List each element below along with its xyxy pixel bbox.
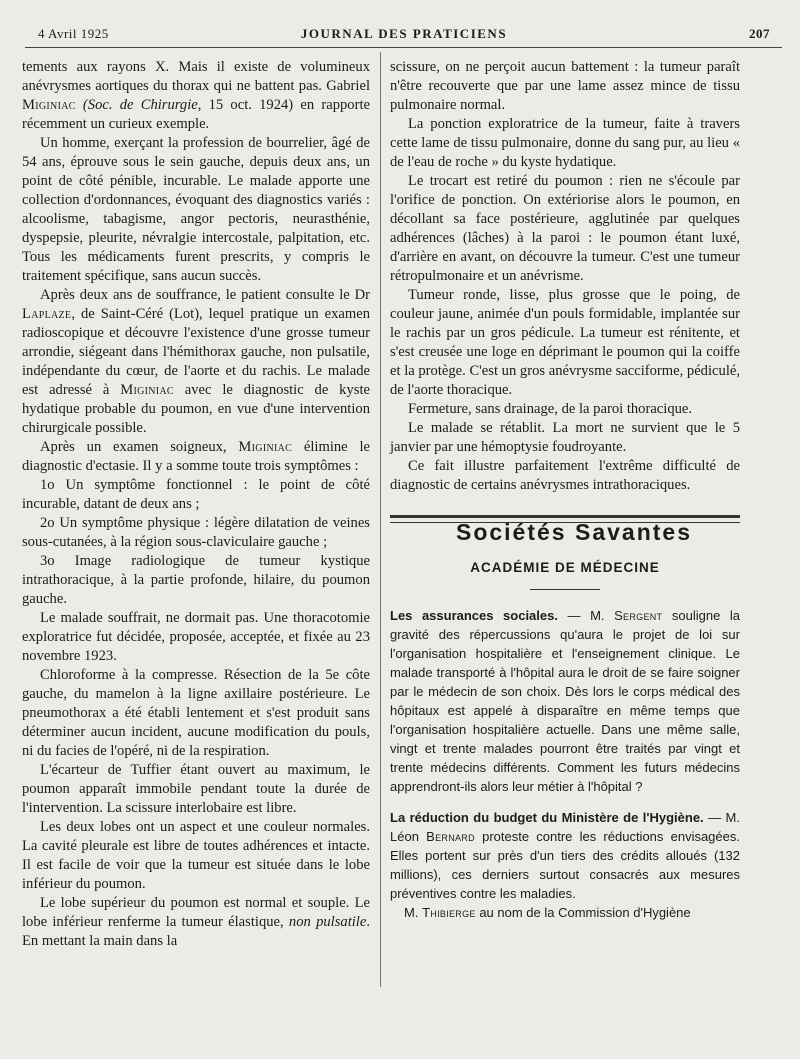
author-name: Miginiac bbox=[120, 382, 174, 398]
paragraph: Un homme, exerçant la profession de bourrelier, âgé de 54 ans, éprouve sous le sein gauche, depuis deux ans, un point de côté pénible, incurable. Le malade apporte une collection d'ordonnances, évoquant des diagnostics variés : alcoolisme, tabagisme, angor pectoris, neurasthénie, dyspepsie, pleurite, névralgie intercostale, palpitation, etc. Tous les médicaments furent prescrits, y compris le traitement spécifique, sans aucun succès. bbox=[22, 135, 370, 284]
report-heading: La réduction du budget du Ministère de l'Hygiène. bbox=[390, 810, 704, 825]
paragraph: 1o Un symptôme fonctionnel : le point de côté incurable, datant de deux ans ; bbox=[22, 477, 370, 512]
paragraph: 3o Image radiologique de tumeur kystique intrathoracique, à la partie profonde, hilaire, du poumon gauche. bbox=[22, 553, 370, 607]
paragraph: La ponction exploratrice de la tumeur, faite à travers cette lame de tissu pulmonaire, donne du sang pur, au lieu « de l'eau de roche » du kyste hydatique. bbox=[390, 116, 740, 170]
academy-report bbox=[390, 606, 740, 922]
header-rule bbox=[25, 47, 782, 48]
report-paragraph: M. Thibierge au nom de la Commission d'Hygiène bbox=[404, 905, 691, 920]
paragraph: Les deux lobes ont un aspect et une couleur normales. La cavité pleurale est libre de toutes adhérences et intacte. Il est facile de voir que la tumeur est située dans le lobe inférieur du poumon. bbox=[22, 819, 370, 892]
paragraph: Après un examen soigneux, Miginiac élimine le diagnostic d'ectasie. Il y a somme toute trois symptômes : bbox=[22, 439, 370, 474]
paragraph: L'écarteur de Tuffier étant ouvert au maximum, le poumon apparaît immobile pendant toute la durée de l'intervention. La scissure interlobaire est libre. bbox=[22, 762, 370, 816]
paragraph: tements aux rayons X. Mais il existe de volumineux anévrysmes aortiques du thorax qui ne battent pas. Gabriel Miginiac (Soc. de Chirurgie, 15 oct. 1924) en rapporte récemment un curieux exemple. bbox=[22, 59, 370, 132]
journal-title: JOURNAL DES PRATICIENS bbox=[300, 26, 508, 41]
paragraph: 2o Un symptôme physique : légère dilatation de veines sous-cutanées, à la région sous-claviculaire gauche ; bbox=[22, 515, 370, 550]
right-column bbox=[390, 58, 740, 922]
author-name: Miginiac bbox=[238, 439, 293, 455]
paragraph: Ce fait illustre parfaitement l'extrême difficulté de diagnostic de certains anévrysmes intrathoraciques. bbox=[390, 458, 740, 493]
paragraph: Le lobe supérieur du poumon est normal et souple. Le lobe inférieur renferme la tumeur élastique, non pulsatile. En mettant la main dans la bbox=[22, 895, 370, 949]
section-title: Sociétés Savantes bbox=[455, 519, 692, 545]
report-paragraph: La réduction du budget du Ministère de l'Hygiène. — M. Léon Bernard proteste contre les réductions envisagées. Elles portent sur près d'un tiers des crédits alloués (132 millions), ces derniers surtout consacrés aux mesures préventives contre les maladies. bbox=[390, 810, 740, 901]
paragraph: Le malade souffrait, ne dormait pas. Une thoracotomie exploratrice fut décidée, proposée, acceptée, et fixée au 23 novembre 1923. bbox=[22, 610, 370, 664]
subsection-rule bbox=[530, 589, 600, 590]
running-header bbox=[38, 26, 770, 46]
author-name: Miginiac bbox=[22, 97, 76, 113]
subsection-title: ACADÉMIE DE MÉDECINE bbox=[470, 560, 660, 575]
report-paragraph: Les assurances sociales. — M. Sergent souligne la gravité des répercussions qu'aura le projet de loi sur l'organisation hospitalière et l'enseignement clinique. Le malade transporté à l'hôpital aura le droit de se faire soigner par le médecin de son choix. Dès lors le corps médical des hôpitaux est appelé à disparaître en même temps que l'organisation hospitalière actuelle. Dans une même salle, vingt et trente malades pourront être traités par vingt et trente médecins différents. Comment les futurs médecins apprendront-ils alors leur métier à l'hôpital ? bbox=[390, 608, 740, 794]
citation: (Soc. de Chirurgie, bbox=[82, 97, 202, 113]
left-column bbox=[22, 58, 370, 951]
paragraph: Chloroforme à la compresse. Résection de la 5e côte gauche, du mamelon à la ligne axillaire postérieure. Le pneumothorax a été établi lentement et s'est produit sans déterminer aucun incident, aucune modification du pouls, ni du facies de l'opéré, ni de la respiration. bbox=[22, 667, 370, 759]
paragraph: Après deux ans de souffrance, le patient consulte le Dr Laplaze, de Saint-Céré (Lot), lequel pratique un examen radioscopique et découvre l'existence d'une grosse tumeur arrondie, siégeant dans l'hémithorax gauche, non pulsatile, indépendante du cœur, de l'aorte et du rachis. Le malade est adressé à Miginiac avec le diagnostic de kyste hydatique probable du poumon, en vue d'une intervention chirurgicale possible. bbox=[22, 287, 370, 436]
paragraph: scissure, on ne perçoit aucun battement : la tumeur paraît n'être recouverte que par une lame assez mince de tissu pulmonaire normal. bbox=[390, 59, 740, 113]
author-name: Laplaze bbox=[22, 306, 72, 322]
issue-date: 4 Avril 1925 bbox=[38, 26, 109, 41]
column-divider bbox=[380, 52, 381, 987]
paragraph: Tumeur ronde, lisse, plus grosse que le poing, de couleur jaune, animée d'un pouls formidable, implantée sur le rachis par un gros pédicule. La tumeur est rénitente, et s'est creusée une loge en déprimant le poumon qui la coiffe et la protège. C'est un gros anévrysme sacciforme, pédiculé, de l'aorte thoracique. bbox=[390, 287, 740, 398]
paragraph: Le malade se rétablit. La mort ne survient que le 5 janvier par une hémoptysie foudroyante. bbox=[390, 420, 740, 455]
page-number: 207 bbox=[749, 26, 770, 41]
report-heading: Les assurances sociales. bbox=[390, 608, 558, 623]
paragraph: Fermeture, sans drainage, de la paroi thoracique. bbox=[408, 401, 693, 417]
paragraph: Le trocart est retiré du poumon : rien ne s'écoule par l'orifice de ponction. On extériorise alors le poumon, en décollant sa face postérieure, agglutinée par quelques adhérences (lâches) à la paroi : le poumon étant luxé, d'arrière en avant, on découvre la tumeur. C'est une tumeur rétropulmonaire et un anévrisme. bbox=[390, 173, 740, 284]
